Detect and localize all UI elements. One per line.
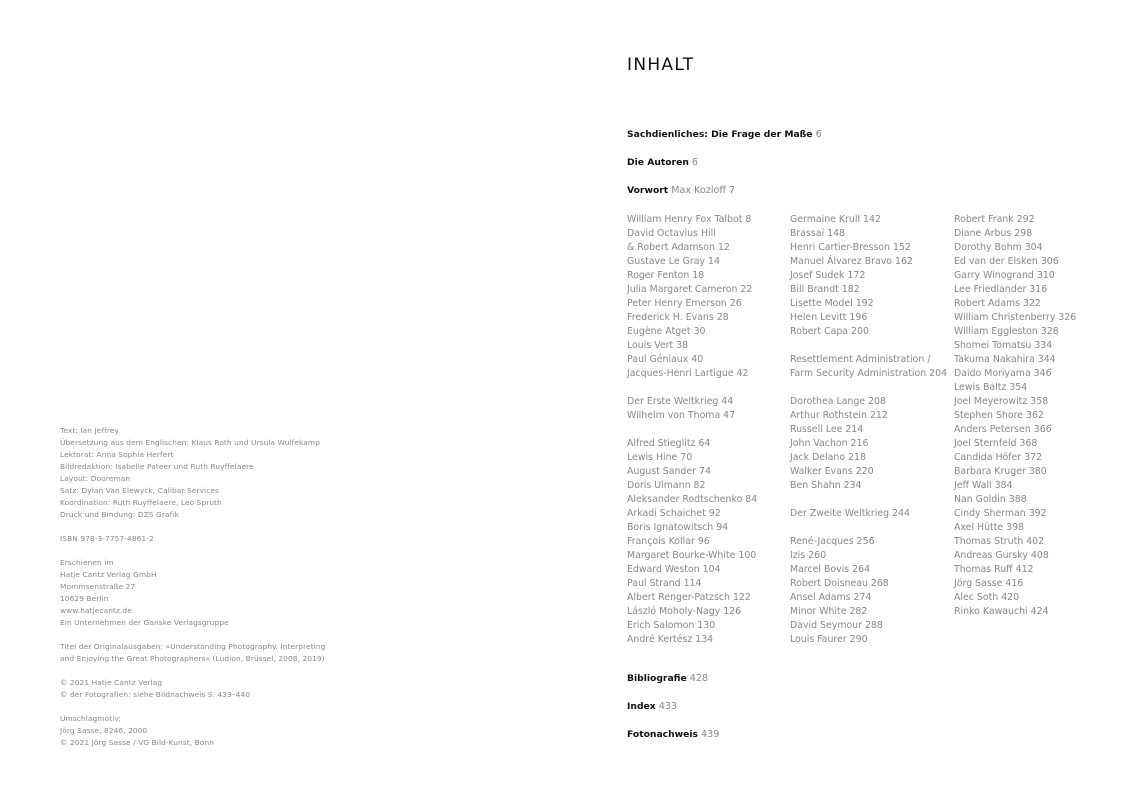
toc-entry: David Seymour 288 — [790, 620, 883, 631]
toc-entry: László Moholy-Nagy 126 — [627, 606, 742, 617]
toc-entry: Joel Sternfeld 368 — [954, 438, 1038, 449]
toc-entry-autoren: Die Autoren 6 — [627, 157, 699, 168]
copyright-block — [60, 677, 360, 701]
toc-entry: Andreas Gursky 408 — [954, 550, 1049, 561]
toc-entry: Garry Winogrand 310 — [954, 270, 1055, 281]
toc-entry: Ed van der Elsken 306 — [954, 256, 1059, 267]
toc-entry-sachdienliches: Sachdienliches: Die Frage der Maße 6 — [627, 129, 822, 140]
toc-entry: Thomas Struth 402 — [954, 536, 1045, 547]
toc-entry: Frederick H. Evans 28 — [627, 312, 729, 323]
toc-entry: Takuma Nakahira 344 — [954, 354, 1056, 365]
toc-entry: William Henry Fox Talbot 8 — [627, 214, 752, 225]
publisher-line: Mommsenstraße 27 — [60, 582, 136, 591]
credit-line: Übersetzung aus dem Englischen: Klaus Roth und Ursula Wulfekamp — [60, 438, 320, 447]
toc-column-3 — [954, 213, 1076, 619]
toc-entry: Russell Lee 214 — [790, 424, 864, 435]
toc-spacer — [790, 381, 947, 395]
toc-entry: Resettlement Administration / — [790, 354, 931, 365]
original-title-line: Titel der Originalausgaben: »Understanding Photography. Interpreting — [60, 642, 326, 651]
toc-entry: Wilhelm von Thoma 47 — [627, 410, 736, 421]
toc-entry: François Kollar 96 — [627, 536, 710, 547]
toc-entry: Helen Levitt 196 — [790, 312, 868, 323]
publisher-line: Ein Unternehmen der Ganske Verlagsgruppe — [60, 618, 229, 627]
toc-entry: Gustave Le Gray 14 — [627, 256, 720, 267]
isbn: ISBN 978-3-7757-4861-2 — [60, 534, 154, 543]
original-title-line: and Enjoying the Great Photographers« (Ludion, Brüssel, 2008, 2019) — [60, 654, 325, 663]
toc-entry: Margaret Bourke-White 100 — [627, 550, 757, 561]
toc-entry: Thomas Ruff 412 — [954, 564, 1034, 575]
credits-block — [60, 425, 360, 521]
toc-entry: Aleksander Rodtschenko 84 — [627, 494, 758, 505]
toc-entry: Rinko Kawauchi 424 — [954, 606, 1049, 617]
cover-line: Umschlagmotiv: — [60, 714, 122, 723]
toc-entry: Jack Delano 218 — [790, 452, 866, 463]
toc-entry: Louis Vert 38 — [627, 340, 689, 351]
toc-entry: Julia Margaret Cameron 22 — [627, 284, 753, 295]
toc-entry-index: Index 433 — [627, 701, 678, 712]
toc-column-2 — [790, 213, 947, 647]
toc-spacer — [627, 423, 757, 437]
toc-entry: Robert Frank 292 — [954, 214, 1035, 225]
toc-column-1 — [627, 213, 757, 647]
toc-spacer — [790, 521, 947, 535]
toc-entry: Robert Doisneau 268 — [790, 578, 889, 589]
original-titles-block — [60, 641, 360, 665]
toc-entry: Eugène Atget 30 — [627, 326, 706, 337]
toc-entry: Peter Henry Emerson 26 — [627, 298, 742, 309]
toc-entry: Nan Goldin 388 — [954, 494, 1027, 505]
isbn-block — [60, 533, 360, 545]
toc-entry: Albert Renger-Patzsch 122 — [627, 592, 751, 603]
toc-entry: Ben Shahn 234 — [790, 480, 862, 491]
copyright-line: © 2021 Hatje Cantz Verlag — [60, 678, 163, 687]
toc-entry-vorwort: Vorwort Max Kozloff 7 — [627, 185, 736, 196]
credit-line: Text: Ian Jeffrey — [60, 426, 119, 435]
toc-entry: Louis Faurer 290 — [790, 634, 868, 645]
toc-entry: Ansel Adams 274 — [790, 592, 872, 603]
toc-entry: Shomei Tomatsu 334 — [954, 340, 1053, 351]
toc-entry: Walker Evans 220 — [790, 466, 874, 477]
toc-entry: Jörg Sasse 416 — [954, 578, 1024, 589]
toc-entry: Edward Weston 104 — [627, 564, 721, 575]
toc-entry: Lewis Hine 70 — [627, 452, 693, 463]
toc-entry: Doris Ulmann 82 — [627, 480, 706, 491]
toc-entry: Candida Höfer 372 — [954, 452, 1043, 463]
toc-spacer — [627, 381, 757, 395]
toc-entry: Alec Soth 420 — [954, 592, 1020, 603]
copyright-line: © der Fotografien: siehe Bildnachweis S. 439–440 — [60, 690, 251, 699]
toc-entry: Germaine Krull 142 — [790, 214, 881, 225]
credit-line: Druck und Bindung: DZS Grafik — [60, 510, 179, 519]
credit-line: Bildredaktion: Isabelle Pateer und Ruth Ruyffelaere — [60, 462, 254, 471]
toc-entry: Jeff Wall 384 — [954, 480, 1013, 491]
publisher-line: 10629 Berlin — [60, 594, 109, 603]
toc-entry: Paul Strand 114 — [627, 578, 702, 589]
toc-entry: Erich Salomon 130 — [627, 620, 716, 631]
imprint — [60, 425, 360, 761]
toc-spacer — [790, 493, 947, 507]
toc-entry: Henri Cartier-Bresson 152 — [790, 242, 911, 253]
toc-entry: René-Jacques 256 — [790, 536, 875, 547]
toc-entry: Lisette Model 192 — [790, 298, 874, 309]
cover-line: Jörg Sasse, 8246, 2000 — [60, 726, 148, 735]
toc-entry: William Eggleston 328 — [954, 326, 1059, 337]
toc-entry: Minor White 282 — [790, 606, 868, 617]
toc-spacer — [790, 339, 947, 353]
toc-entry: Arkadi Schaichet 92 — [627, 508, 721, 519]
toc-entry: Robert Adams 322 — [954, 298, 1041, 309]
credit-line: Layout: Dooreman — [60, 474, 131, 483]
toc-entry: Dorothy Bohm 304 — [954, 242, 1043, 253]
toc-entry: Bill Brandt 182 — [790, 284, 860, 295]
toc-entry: Alfred Stieglitz 64 — [627, 438, 711, 449]
toc-entry: Axel Hütte 398 — [954, 522, 1025, 533]
publisher-line: www.hatjecantz.de — [60, 606, 132, 615]
toc-entry: William Christenberry 326 — [954, 312, 1077, 323]
toc-entry: Der Zweite Weltkrieg 244 — [790, 508, 910, 519]
toc-entry: Marcel Bovis 264 — [790, 564, 871, 575]
toc-entry: Barbara Kruger 380 — [954, 466, 1047, 477]
toc-entry: Arthur Rothstein 212 — [790, 410, 888, 421]
toc-entry-fotonachweis: Fotonachweis 439 — [627, 729, 720, 740]
credit-line: Satz: Dylan Van Elewyck, Calibar Services — [60, 486, 219, 495]
toc-entry: Joel Meyerowitz 358 — [954, 396, 1049, 407]
toc-entry: Lee Friedlander 316 — [954, 284, 1048, 295]
toc-entry: Farm Security Administration 204 — [790, 368, 948, 379]
page-title: INHALT — [627, 55, 695, 75]
toc-entry: Stephen Shore 362 — [954, 410, 1044, 421]
publisher-line: Erschienen im — [60, 558, 114, 567]
toc-entry: Manuel Álvarez Bravo 162 — [790, 256, 913, 267]
toc-entry: Roger Fenton 18 — [627, 270, 705, 281]
toc-entry: Robert Capa 200 — [790, 326, 869, 337]
toc-entry: & Robert Adamson 12 — [627, 242, 730, 253]
toc-entry: Cindy Sherman 392 — [954, 508, 1047, 519]
credit-line: Lektorat: Anna Sophia Herfert — [60, 450, 174, 459]
toc-entry: Josef Sudek 172 — [790, 270, 866, 281]
toc-entry: Boris Ignatowitsch 94 — [627, 522, 729, 533]
toc-entry: Paul Géniaux 40 — [627, 354, 704, 365]
toc-entry: David Octavius Hill — [627, 228, 716, 239]
toc-entry: Lewis Baltz 354 — [954, 382, 1028, 393]
cover-block — [60, 713, 360, 749]
toc-entry: Brassaï 148 — [790, 228, 846, 239]
toc-entry: Jacques-Henri Lartigue 42 — [627, 368, 749, 379]
publisher-line: Hatje Cantz Verlag GmbH — [60, 570, 157, 579]
toc-entry: August Sander 74 — [627, 466, 711, 477]
toc-entry: Izis 260 — [790, 550, 827, 561]
toc-entry-bibliografie: Bibliografie 428 — [627, 673, 709, 684]
toc-entry: Daido Moriyama 346 — [954, 368, 1052, 379]
toc-entry: Anders Petersen 366 — [954, 424, 1052, 435]
publisher-block — [60, 557, 360, 629]
credit-line: Koordination: Ruth Ruyffelaere, Leo Spruth — [60, 498, 222, 507]
toc-entry: Der Erste Weltkrieg 44 — [627, 396, 734, 407]
toc-entry: Dorothea Lange 208 — [790, 396, 886, 407]
toc-entry: André Kertész 134 — [627, 634, 714, 645]
cover-line: © 2021 Jörg Sasse / VG Bild-Kunst, Bonn — [60, 738, 215, 747]
toc-entry: Diane Arbus 298 — [954, 228, 1033, 239]
toc-entry: John Vachon 216 — [790, 438, 869, 449]
